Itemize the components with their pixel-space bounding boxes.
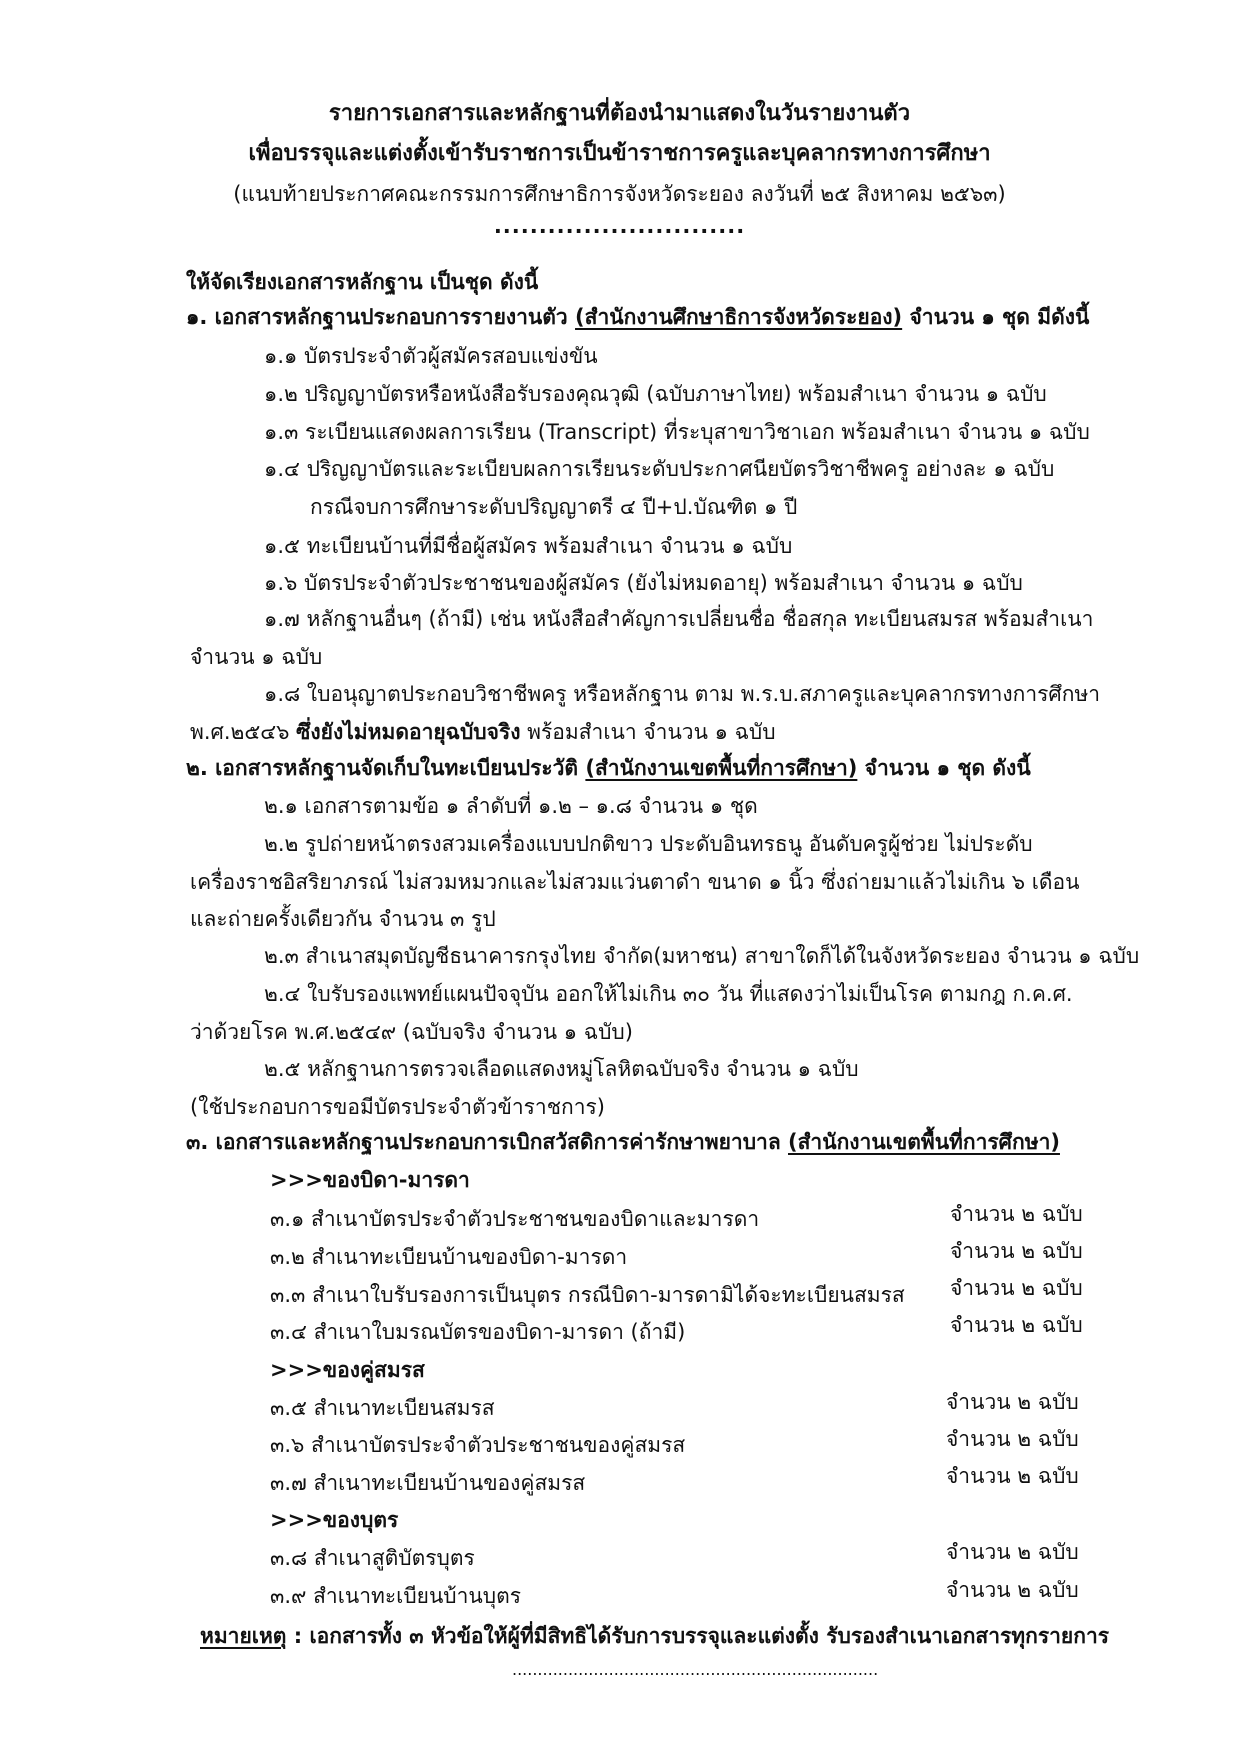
section3-item-6-qty: จำนวน ๒ ฉบับ <box>946 1427 1079 1451</box>
section1-item-7-cont: จำนวน ๑ ฉบับ <box>190 645 323 669</box>
section1-item-8-emphasis: ซึ่งยังไม่หมดอายุฉบับจริง <box>296 720 521 744</box>
section1-item-8-cont <box>190 718 776 746</box>
section3-item-7-qty: จำนวน ๒ ฉบับ <box>946 1464 1079 1488</box>
section3-office: (สำนักงานเขตพื้นที่การศึกษา) <box>788 1130 1060 1154</box>
doc-title-line1: รายการเอกสารและหลักฐานที่ต้องนำมาแสดงในวันรายงานตัว <box>328 101 911 126</box>
section1-item-8: ๑.๘ ใบอนุญาตประกอบวิชาชีพครู หรือหลักฐาน ตาม พ.ร.บ.สภาครูและบุคลากรทางการศึกษา <box>264 682 1101 706</box>
section3-heading <box>186 1128 1060 1156</box>
section3-item-1: ๓.๑ สำเนาบัตรประจำตัวประชาชนของบิดาและมารดา <box>270 1207 760 1231</box>
section2-item-2-cont2: และถ่ายครั้งเดียวกัน จำนวน ๓ รูป <box>190 907 496 931</box>
note-line <box>200 1622 1109 1650</box>
section3-group-children: >>>ของบุตร <box>270 1508 399 1532</box>
section3-item-5: ๓.๕ สำเนาทะเบียนสมรส <box>270 1396 495 1420</box>
section2-item-5-cont: (ใช้ประกอบการขอมีบัตรประจำตัวข้าราชการ) <box>190 1095 605 1119</box>
section1-heading-text: ๑. เอกสารหลักฐานประกอบการรายงานตัว <box>186 305 576 329</box>
section3-item-2-qty: จำนวน ๒ ฉบับ <box>950 1239 1083 1263</box>
doc-title-line2: เพื่อบรรจุและแต่งตั้งเข้ารับราชการเป็นข้าราชการครูและบุคลากรทางการศึกษา <box>248 141 991 166</box>
doc-subtitle: (แนบท้ายประกาศคณะกรรมการศึกษาธิการจังหวัดระยอง ลงวันที่ ๒๕ สิงหาคม ๒๕๖๓) <box>233 182 1006 206</box>
section1-item-8-tail: พร้อมสำเนา จำนวน ๑ ฉบับ <box>520 720 776 744</box>
section2-office: (สำนักงานเขตพื้นที่การศึกษา) <box>585 756 858 780</box>
section2-quantity: จำนวน ๑ ชุด ดังนี้ <box>857 756 1031 780</box>
section3-item-6: ๓.๖ สำเนาบัตรประจำตัวประชาชนของคู่สมรส <box>270 1433 686 1457</box>
footer-divider: ........................................................................ <box>512 1660 879 1679</box>
section1-item-2: ๑.๒ ปริญญาบัตรหรือหนังสือรับรองคุณวุฒิ (ฉบับภาษาไทย) พร้อมสำเนา จำนวน ๑ ฉบับ <box>264 382 1047 406</box>
section3-item-4-qty: จำนวน ๒ ฉบับ <box>950 1313 1083 1337</box>
section3-item-7: ๓.๗ สำเนาทะเบียนบ้านของคู่สมรส <box>270 1471 586 1495</box>
section2-item-3: ๒.๓ สำเนาสมุดบัญชีธนาคารกรุงไทย จำกัด(มหาชน) สาขาใดก็ได้ในจังหวัดระยอง จำนวน ๑ ฉบับ <box>264 944 1140 968</box>
section1-item-6: ๑.๖ บัตรประจำตัวประชาชนของผู้สมัคร (ยังไม่หมดอายุ) พร้อมสำเนา จำนวน ๑ ฉบับ <box>264 571 1023 595</box>
section3-group-parents: >>>ของบิดา-มารดา <box>270 1168 470 1192</box>
section3-group-spouse: >>>ของคู่สมรส <box>270 1358 425 1382</box>
section1-office: (สำนักงานศึกษาธิการจังหวัดระยอง) <box>575 305 903 329</box>
section2-item-2-cont1: เครื่องราชอิสริยาภรณ์ ไม่สวมหมวกและไม่สวมแว่นตาดำ ขนาด ๑ นิ้ว ซึ่งถ่ายมาแล้วไม่เกิน ๖ เดือน <box>190 870 1080 894</box>
note-label: หมายเหตุ <box>200 1624 287 1648</box>
intro-text: ให้จัดเรียงเอกสารหลักฐาน เป็นชุด ดังนี้ <box>186 270 539 294</box>
section2-heading <box>186 754 1031 782</box>
section3-heading-text: ๓. เอกสารและหลักฐานประกอบการเบิกสวัสดิการค่ารักษาพยาบาล <box>186 1130 788 1154</box>
section1-item-5: ๑.๕ ทะเบียนบ้านที่มีชื่อผู้สมัคร พร้อมสำเนา จำนวน ๑ ฉบับ <box>264 534 793 558</box>
section1-item-3: ๑.๓ ระเบียนแสดงผลการเรียน (Transcript) ที่ระบุสาขาวิชาเอก พร้อมสำเนา จำนวน ๑ ฉบับ <box>264 420 1090 444</box>
section2-heading-text: ๒. เอกสารหลักฐานจัดเก็บในทะเบียนประวัติ <box>186 756 586 780</box>
note-text: : เอกสารทั้ง ๓ หัวข้อให้ผู้ที่มีสิทธิได้รับการบรรจุและแต่งตั้ง รับรองสำเนาเอกสารทุกรายการ <box>286 1624 1110 1648</box>
section3-item-9-qty: จำนวน ๒ ฉบับ <box>946 1578 1079 1602</box>
section1-item-8-year: พ.ศ.๒๕๔๖ <box>190 720 297 744</box>
section3-item-4: ๓.๔ สำเนาใบมรณบัตรของบิดา-มารดา (ถ้ามี) <box>270 1320 686 1344</box>
section1-item-7: ๑.๗ หลักฐานอื่นๆ (ถ้ามี) เช่น หนังสือสำคัญการเปลี่ยนชื่อ ชื่อสกุล ทะเบียนสมรส พร้อมสำเนา <box>264 607 1094 631</box>
section3-item-3: ๓.๓ สำเนาใบรับรองการเป็นบุตร กรณีบิดา-มารดามิได้จะทะเบียนสมรส <box>270 1283 905 1307</box>
section3-item-9: ๓.๙ สำเนาทะเบียนบ้านบุตร <box>270 1584 522 1608</box>
section2-item-4-cont: ว่าด้วยโรค พ.ศ.๒๕๔๙ (ฉบับจริง จำนวน ๑ ฉบับ) <box>190 1020 633 1044</box>
section2-item-5: ๒.๕ หลักฐานการตรวจเลือดแสดงหมู่โลหิตฉบับจริง จำนวน ๑ ฉบับ <box>264 1057 859 1081</box>
section3-item-2: ๓.๒ สำเนาทะเบียนบ้านของบิดา-มารดา <box>270 1245 628 1269</box>
section2-item-1: ๒.๑ เอกสารตามข้อ ๑ ลำดับที่ ๑.๒ – ๑.๘ จำนวน ๑ ชุด <box>264 794 758 818</box>
section1-quantity: จำนวน ๑ ชุด มีดังนี้ <box>902 305 1090 329</box>
section2-item-4: ๒.๔ ใบรับรองแพทย์แผนปัจจุบัน ออกให้ไม่เกิน ๓๐ วัน ที่แสดงว่าไม่เป็นโรค ตามกฎ ก.ค.ศ. <box>264 982 1073 1006</box>
section1-item-1: ๑.๑ บัตรประจำตัวผู้สมัครสอบแข่งขัน <box>264 344 598 368</box>
section1-item-4-cont: กรณีจบการศึกษาระดับปริญญาตรี ๔ ปี+ป.บัณฑิต ๑ ปี <box>310 495 798 519</box>
section3-item-5-qty: จำนวน ๒ ฉบับ <box>946 1390 1079 1414</box>
section1-heading <box>186 303 1089 331</box>
section2-item-2: ๒.๒ รูปถ่ายหน้าตรงสวมเครื่องแบบปกติขาว ประดับอินทรธนู อันดับครูผู้ช่วย ไม่ประดับ <box>264 832 1033 856</box>
section1-item-4: ๑.๔ ปริญญาบัตรและระเบียบผลการเรียนระดับประกาศนียบัตรวิชาชีพครู อย่างละ ๑ ฉบับ <box>264 457 1055 481</box>
section3-item-3-qty: จำนวน ๒ ฉบับ <box>950 1276 1083 1300</box>
section3-item-8-qty: จำนวน ๒ ฉบับ <box>946 1540 1079 1564</box>
header-divider: ............................ <box>493 214 746 238</box>
section3-item-1-qty: จำนวน ๒ ฉบับ <box>950 1202 1083 1226</box>
section3-item-8: ๓.๘ สำเนาสูติบัตรบุตร <box>270 1546 475 1570</box>
